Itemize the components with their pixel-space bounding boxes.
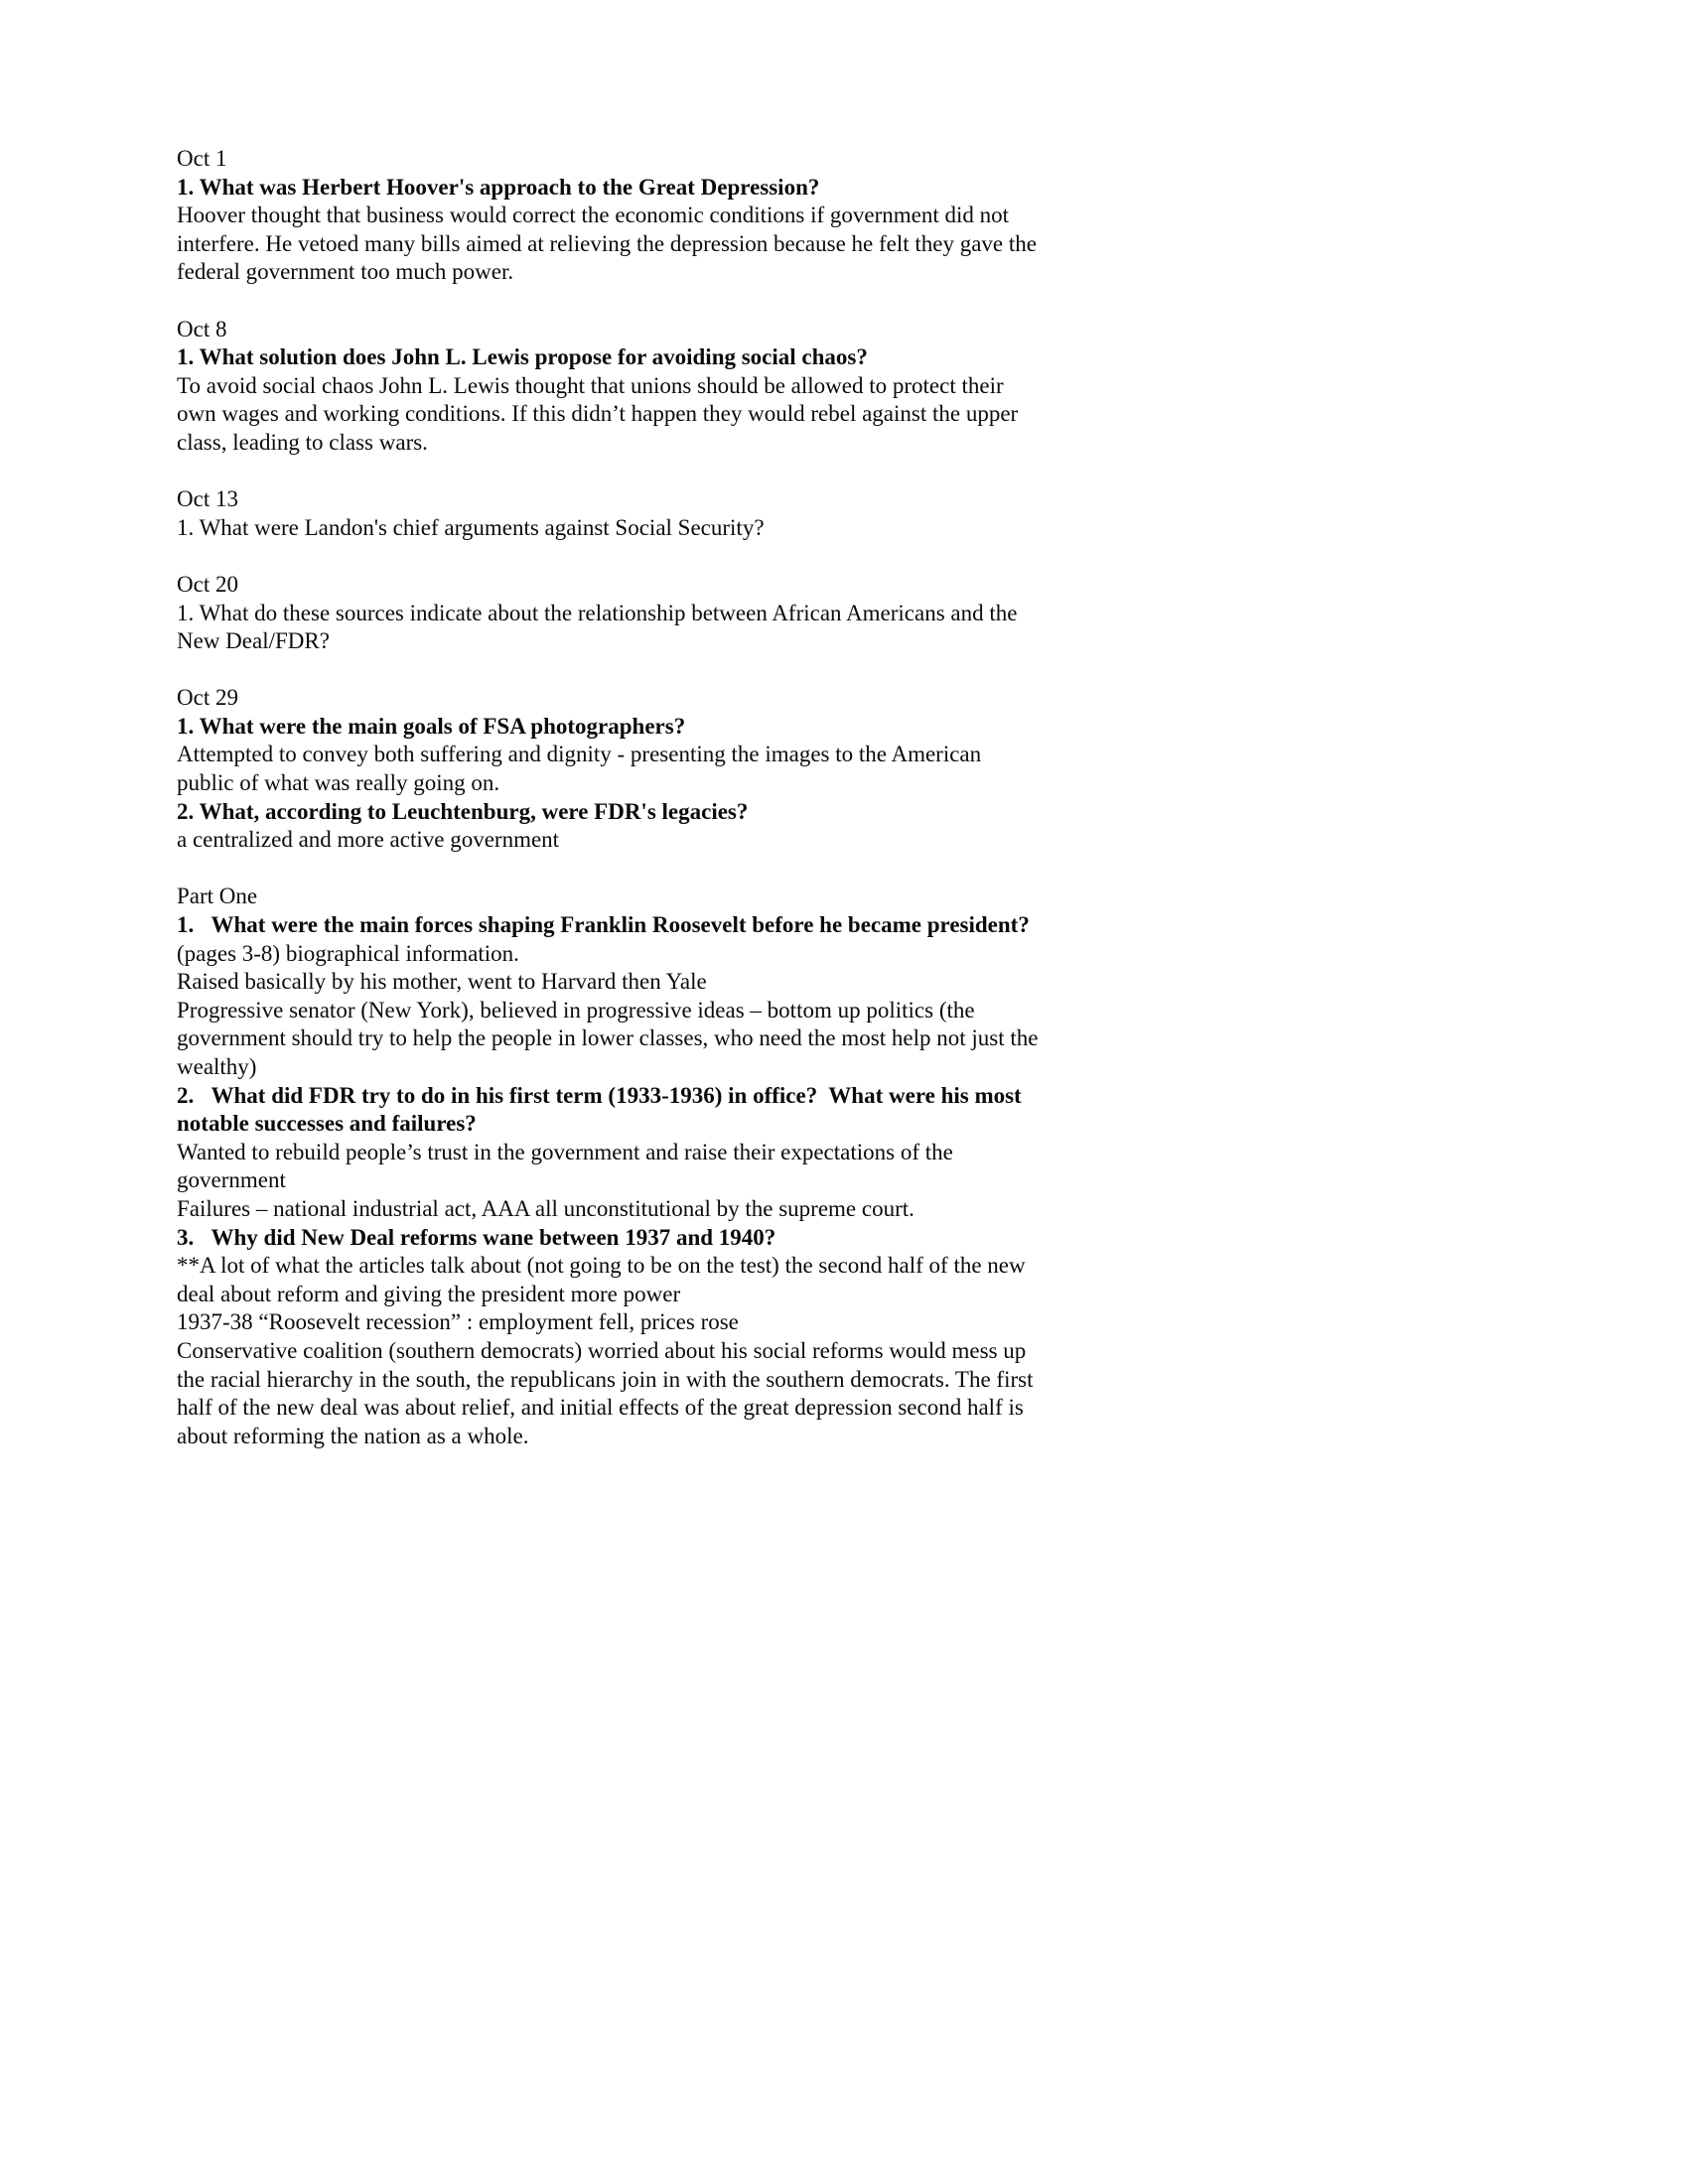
text-run: Hoover thought that business would correct the economic conditions if government did not interfere. He vetoed many bills aimed at relieving the depression because he felt they gave the federal government too much power. [177, 203, 1037, 285]
paragraph [177, 1224, 1043, 1253]
paragraph [177, 1337, 1043, 1450]
paragraph [177, 1082, 1043, 1139]
paragraph [177, 997, 1043, 1082]
text-run: (pages 3-8) biographical information. [177, 940, 519, 966]
text-run: Raised basically by his mother, went to Harvard then Yale [177, 969, 707, 995]
text-run: Wanted to rebuild people’s trust in the government and raise their expectations of the government [177, 1139, 953, 1193]
paragraph [177, 174, 1043, 203]
document-body [177, 145, 1043, 1450]
text-run: Oct 13 [177, 486, 238, 512]
text-run: Part One [177, 884, 258, 909]
paragraph [177, 968, 1043, 997]
text-run: Oct 8 [177, 316, 227, 341]
text-run: Oct 29 [177, 685, 238, 711]
paragraph [177, 883, 1043, 911]
paragraph [177, 826, 1043, 855]
paragraph [177, 343, 1043, 372]
text-run-bold: 3. Why did New Deal reforms wane between 1937 and 1940? [177, 1224, 776, 1250]
paragraph [177, 316, 1043, 344]
text-run: a centralized and more active government [177, 827, 560, 853]
paragraph [177, 741, 1043, 797]
section-oct-1 [177, 145, 1043, 287]
section-oct-8 [177, 316, 1043, 458]
text-run: To avoid social chaos John L. Lewis thought that unions should be allowed to protect their own wages and working conditions. If this didn’t happen they would rebel against the upper class, leading to class wars. [177, 372, 1019, 455]
paragraph [177, 600, 1043, 656]
text-run-bold: 2. What, according to Leuchtenburg, were FDR's legacies? [177, 798, 749, 824]
text-run-bold: 1. What were the main forces shaping Franklin Roosevelt before he became president? [177, 912, 1030, 938]
text-run: Failures – national industrial act, AAA all unconstitutional by the supreme court. [177, 1195, 914, 1221]
paragraph [177, 1139, 1043, 1195]
text-run: Oct 20 [177, 571, 238, 597]
section-oct-20 [177, 571, 1043, 656]
paragraph [177, 571, 1043, 600]
text-run: Oct 1 [177, 146, 227, 171]
text-run: 1. What do these sources indicate about the relationship between African Americans and the New Deal/FDR? [177, 600, 1018, 654]
paragraph [177, 372, 1043, 458]
paragraph [177, 1252, 1043, 1308]
paragraph [177, 684, 1043, 713]
section-part-one [177, 883, 1043, 1450]
paragraph [177, 514, 1043, 543]
paragraph [177, 145, 1043, 174]
section-oct-13 [177, 485, 1043, 542]
paragraph [177, 911, 1043, 968]
text-run: 1937-38 “Roosevelt recession” : employment fell, prices rose [177, 1309, 739, 1335]
paragraph [177, 798, 1043, 827]
text-run: **A lot of what the articles talk about (not going to be on the test) the second half of the new deal about reform and giving the president more power [177, 1253, 1026, 1306]
text-run: Attempted to convey both suffering and dignity - presenting the images to the American public of what was really going on. [177, 742, 982, 796]
paragraph [177, 485, 1043, 514]
text-run: 1. What were Landon's chief arguments against Social Security? [177, 514, 765, 540]
text-run: Progressive senator (New York), believed in progressive ideas – bottom up politics (the government should try to help the people in lower classes, who need the most help not just the wealthy) [177, 997, 1039, 1079]
text-run-bold: 1. What were the main goals of FSA photographers? [177, 713, 686, 739]
text-run: Conservative coalition (southern democrats) worried about his social reforms would mess up the racial hierarchy in the south, the republicans join in with the southern democrats. The first half of the new deal was about relief, and initial effects of the great depression second half is about reforming the nation as a whole. [177, 1337, 1034, 1448]
paragraph [177, 1195, 1043, 1224]
paragraph [177, 713, 1043, 742]
text-run-bold: 1. What solution does John L. Lewis propose for avoiding social chaos? [177, 344, 868, 370]
paragraph [177, 1308, 1043, 1337]
text-run-bold: 1. What was Herbert Hoover's approach to the Great Depression? [177, 174, 820, 200]
paragraph [177, 202, 1043, 287]
section-oct-29 [177, 684, 1043, 855]
text-run-bold: 2. What did FDR try to do in his first term (1933-1936) in office? What were his most notable successes and failures? [177, 1082, 1022, 1137]
